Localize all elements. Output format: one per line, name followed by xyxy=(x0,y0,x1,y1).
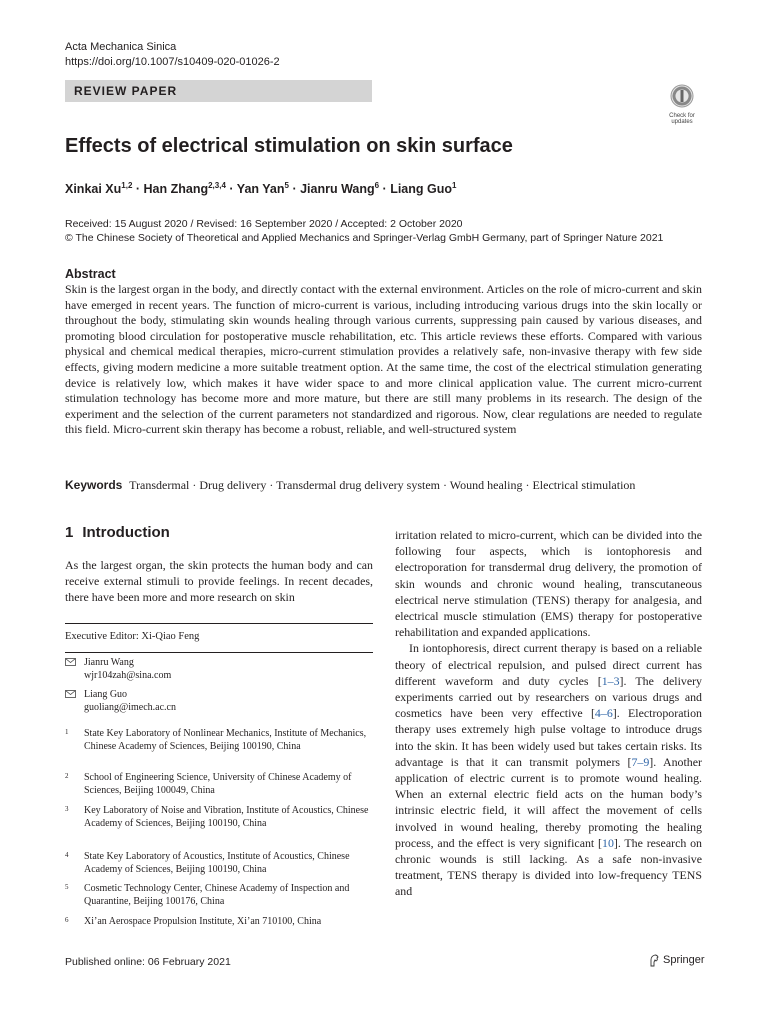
citation-link[interactable]: 4–6 xyxy=(594,706,613,721)
published-date: Published online: 06 February 2021 xyxy=(65,956,231,968)
footnote-divider xyxy=(65,652,373,653)
author-list xyxy=(65,177,456,198)
envelope-icon xyxy=(65,658,76,666)
author-separator: · xyxy=(379,182,391,197)
author-affiliation-sup: 1 xyxy=(452,181,457,190)
affiliation-number: 5 xyxy=(65,883,69,891)
abstract-text: Skin is the largest organ in the body, and directly contact with the external environment. Articles on the role of micro-current and skin have emerged in recent years. The function of micro-current is various, including introducing various drugs into the skin locally or throughout the body, stimulating skin wounds healing through various currents, suppressing pain caused by various diseases, and promoting blood circulation for postoperative muscle rehabilitation, etc. This article reviews these efforts. Compared with various physical and chemical medical therapies, micro-current stimulation provides a relatively safe, non-invasive therapy with few side effects, giving modern medicine a more suitable treatment option. At the same time, the cost of the electrical stimulation generating device is relatively low, which makes it have wider space to and more clinical application value. The current micro-current stimulation technology has become more and more mature, but there are still many problems in its research. The design of the experiment and the selection of the current parameters not standardized and rigorous. Now, clear regulations are needed to regulate this field. Micro-current skin therapy has become a robust, reliable, and well-structured system xyxy=(65,282,702,437)
contact-item xyxy=(65,657,373,682)
author-name[interactable]: Xinkai Xu xyxy=(65,182,122,197)
affiliation-item xyxy=(65,851,373,876)
affiliation-item xyxy=(65,805,373,830)
author-separator: · xyxy=(225,182,237,197)
contact-email[interactable]: guoliang@imech.ac.cn xyxy=(84,701,176,713)
paragraph-text: In iontophoresis, direct current therapy is based on a reliable theory of electrical repulsion, and pulsed direct current has different waveform and duty cycles [ xyxy=(395,641,702,688)
affiliation-number: 6 xyxy=(65,916,69,924)
executive-editor: Executive Editor: Xi-Qiao Feng xyxy=(65,631,200,642)
intro-column-right xyxy=(395,527,702,900)
affiliation-number: 4 xyxy=(65,851,69,859)
paragraph-text: ]. Electroporation therapy uses extremely high pulse voltage to introduce drugs into the skin. It has been widely used but takes certain risks. Its advantage is that it can transmit polymers [ xyxy=(395,706,702,769)
copyright-notice: © The Chinese Society of Theoretical and Applied Mechanics and Springer-Verlag GmbH Germany, part of Springer Nature 2021 xyxy=(65,232,664,244)
affiliation-item xyxy=(65,916,373,929)
affiliation-text: Key Laboratory of Noise and Vibration, Institute of Acoustics, Chinese Academy of Sciences, Beijing 100190, China xyxy=(84,805,369,829)
author-name[interactable]: Liang Guo xyxy=(390,182,452,197)
author-affiliation-sup: 1,2 xyxy=(121,181,133,190)
paragraph-text: ]. Another application of electric current is to promote wound healing. When an external electric field acts on the human body’s intrinsic electric field, it will affect the movement of cells involved in wound healing, thereby promoting the healing process, and the effect is very significant [ xyxy=(395,754,702,850)
envelope-icon xyxy=(65,690,76,698)
check-updates-label-2: updates xyxy=(671,119,693,125)
affiliation-text: State Key Laboratory of Nonlinear Mechanics, Institute of Mechanics, Chinese Academy of Sciences, Beijing 100190, China xyxy=(84,728,367,752)
check-for-updates-button[interactable] xyxy=(663,84,701,124)
affiliation-number: 2 xyxy=(65,772,69,780)
citation-link[interactable]: 7–9 xyxy=(631,754,650,769)
contact-item xyxy=(65,689,373,714)
intro-paragraph xyxy=(395,640,702,899)
doi-link[interactable]: https://doi.org/10.1007/s10409-020-01026-2 xyxy=(65,56,280,68)
keywords-heading: Keywords xyxy=(65,478,123,492)
affiliation-text: School of Engineering Science, University of Chinese Academy of Sciences, Beijing 100049, China xyxy=(84,772,352,796)
author-name[interactable]: Yan Yan xyxy=(236,182,285,197)
keywords xyxy=(65,477,715,493)
author-affiliation-sup: 2,3,4 xyxy=(208,181,226,190)
keywords-list: Transdermal · Drug delivery · Transdermal drug delivery system · Wound healing · Electrical stimulation xyxy=(129,478,636,492)
footnote-divider xyxy=(65,623,373,624)
author-affiliation-sup: 6 xyxy=(374,181,380,190)
author-separator: · xyxy=(132,182,144,197)
contact-email[interactable]: wjr104zah@sina.com xyxy=(84,669,172,681)
affiliation-text: State Key Laboratory of Acoustics, Institute of Acoustics, Chinese Academy of Sciences, Beijing 100190, China xyxy=(84,851,350,875)
citation-link[interactable]: 10 xyxy=(602,835,614,850)
article-dates: Received: 15 August 2020 / Revised: 16 September 2020 / Accepted: 2 October 2020 xyxy=(65,218,463,230)
affiliation-item xyxy=(65,883,373,908)
affiliation-item xyxy=(65,772,373,797)
intro-paragraph: irritation related to micro-current, which can be divided into the following four aspects, which is iontophoresis and electroporation for transdermal drug delivery, the promotion of skin wounds and chronic wound healing, transcutaneous electrical nerve stimulation (TENS) therapy for analgesia, and electrical muscle stimulation (EMS) therapy for postoperative rehabilitation and expanded applications. xyxy=(395,528,702,640)
publisher-name: Springer xyxy=(663,954,705,966)
citation-link[interactable]: 1–3 xyxy=(601,673,620,688)
affiliation-item xyxy=(65,728,373,753)
affiliation-number: 3 xyxy=(65,805,69,813)
check-updates-label: Check for xyxy=(669,113,695,119)
contact-name: Liang Guo xyxy=(84,689,128,700)
section-title: Introduction xyxy=(82,524,170,541)
article-type-badge: REVIEW PAPER xyxy=(65,80,372,102)
author-separator: · xyxy=(288,182,301,197)
intro-paragraph-left: As the largest organ, the skin protects the human body and can receive external stimuli to provide feelings. In recent decades, there have been more and more research on skin xyxy=(65,558,373,605)
affiliation-text: Xi’an Aerospace Propulsion Institute, Xi’an 710100, China xyxy=(84,916,322,927)
author-name[interactable]: Han Zhang xyxy=(143,182,209,197)
author-affiliation-sup: 5 xyxy=(284,181,289,190)
article-title: Effects of electrical stimulation on skin surface xyxy=(65,135,513,157)
paragraph-text: ]. The research on chronic wounds is still lacking. As a safe non-invasive treatment, TENS therapy is divided into low-frequency TENS and xyxy=(395,835,702,899)
journal-name: Acta Mechanica Sinica xyxy=(65,41,177,53)
section-heading xyxy=(65,523,170,543)
section-number: 1 xyxy=(65,524,74,541)
abstract-heading: Abstract xyxy=(65,267,116,281)
springer-horse-icon xyxy=(648,954,660,967)
affiliation-number: 1 xyxy=(65,728,69,736)
affiliation-text: Cosmetic Technology Center, Chinese Academy of Inspection and Quarantine, Beijing 100176, China xyxy=(84,883,350,907)
paragraph-text: ]. The delivery experiments carried out by researchers on various drugs and cosmetics have been very effective [ xyxy=(395,673,703,721)
publisher-logo xyxy=(648,953,705,967)
author-name[interactable]: Jianru Wang xyxy=(300,182,375,197)
crossmark-icon xyxy=(670,84,694,108)
contact-name: Jianru Wang xyxy=(84,657,134,668)
